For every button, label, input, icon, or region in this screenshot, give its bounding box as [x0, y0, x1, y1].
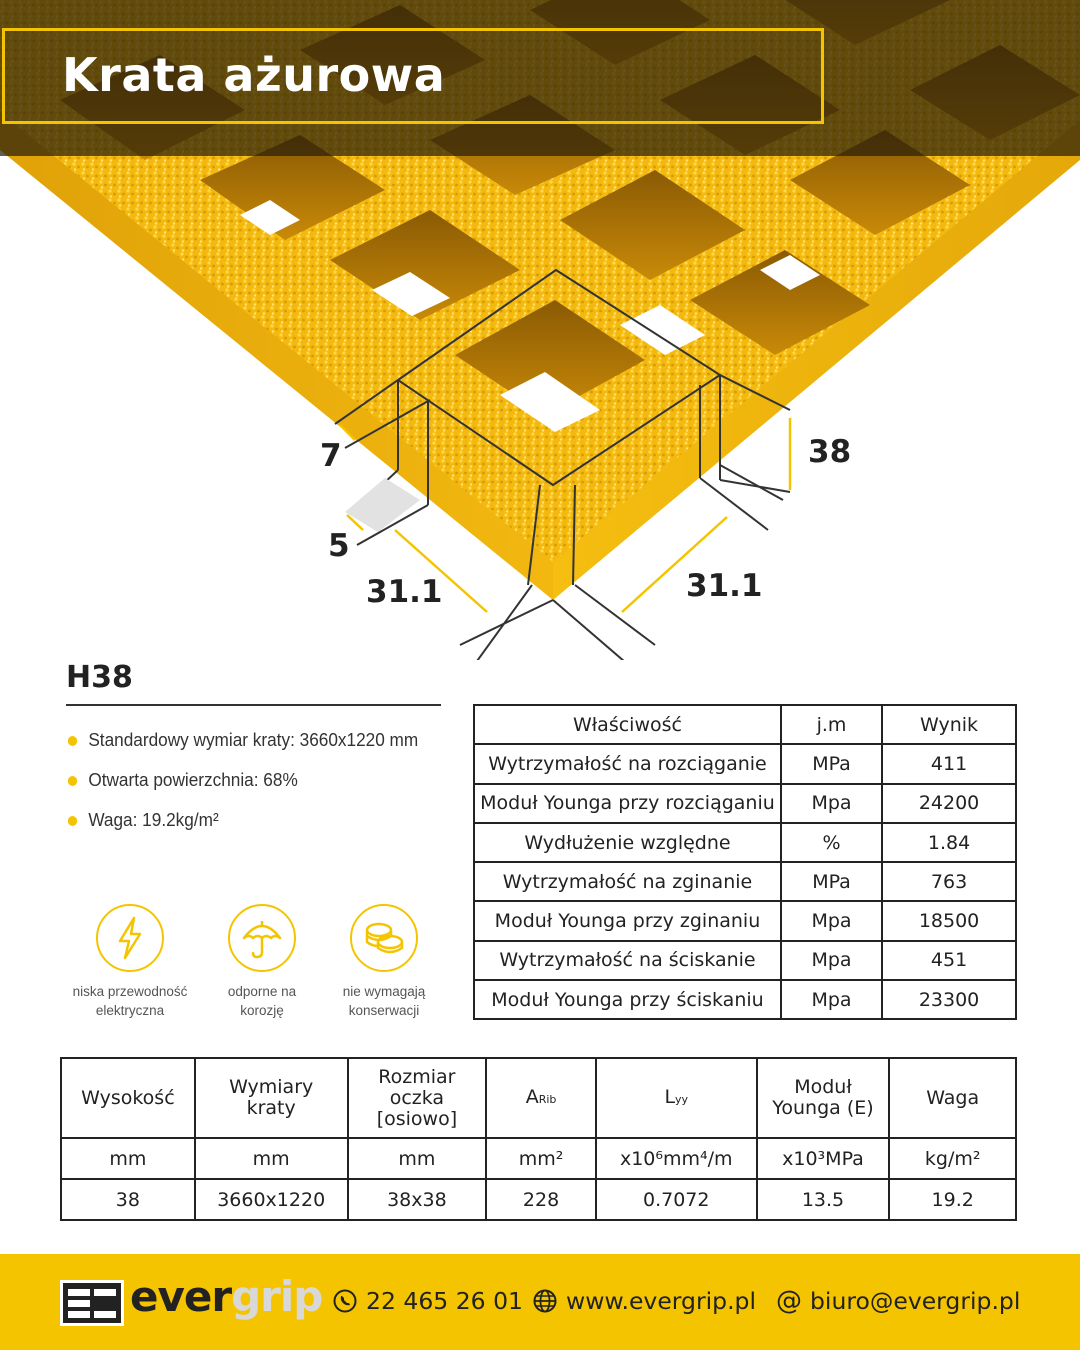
header-line: Wymiary	[229, 1076, 314, 1098]
table-row	[474, 980, 1016, 1019]
property-value: 411	[882, 744, 1016, 783]
property-value: 18500	[882, 901, 1016, 940]
property-unit: MPa	[781, 744, 882, 783]
feature-low-conductivity	[60, 904, 200, 1020]
property-name: Moduł Younga przy rozciąganiu	[474, 784, 781, 823]
feature-caption-line: konserwacji	[348, 1003, 420, 1018]
property-unit: Mpa	[781, 980, 882, 1019]
model-divider	[66, 704, 441, 706]
header-symbol: A	[525, 1085, 539, 1108]
header-subscript: Rib	[538, 1092, 557, 1106]
bullet-open-area: Otwarta powierzchnia: 68%	[66, 766, 429, 806]
properties-table	[473, 704, 1017, 1020]
umbrella-icon	[228, 904, 296, 972]
table-row	[474, 784, 1016, 823]
spec-header-weight: Waga	[889, 1058, 1016, 1138]
property-name: Wytrzymałość na rozciąganie	[474, 744, 781, 783]
table-row	[474, 941, 1016, 980]
header-symbol: L	[664, 1085, 676, 1108]
value-cell: 13.5	[757, 1179, 890, 1220]
bullet-weight: Waga: 19.2kg/m²	[66, 806, 429, 846]
grating-illustration	[0, 0, 1080, 660]
properties-header-row	[474, 705, 1016, 744]
contact-email[interactable]	[776, 1284, 1020, 1318]
property-unit: Mpa	[781, 941, 882, 980]
property-name: Moduł Younga przy zginaniu	[474, 901, 781, 940]
feature-caption-line: niska przewodność	[72, 984, 188, 999]
at-sign-icon: @	[776, 1286, 802, 1316]
value-cell: 38	[61, 1179, 195, 1220]
property-unit: %	[781, 823, 882, 862]
header-property: Właściwość	[474, 705, 781, 744]
property-unit: Mpa	[781, 784, 882, 823]
spec-bullet-list	[66, 726, 456, 846]
table-row	[474, 901, 1016, 940]
unit-cell: mm	[195, 1138, 348, 1179]
spec-header-lyy	[596, 1058, 757, 1138]
spec-header-row	[61, 1058, 1016, 1138]
table-row	[474, 823, 1016, 862]
dim-spacing: 5	[328, 528, 350, 564]
contact-phone[interactable]	[332, 1284, 523, 1318]
header-subscript: yy	[675, 1092, 689, 1106]
value-cell: 3660x1220	[195, 1179, 348, 1220]
spec-values-row	[61, 1179, 1016, 1220]
value-cell: 228	[486, 1179, 596, 1220]
phone-number: 22 465 26 01	[366, 1287, 523, 1315]
contact-website[interactable]	[532, 1284, 756, 1318]
unit-cell: x10⁶mm⁴/m	[596, 1138, 757, 1179]
spec-header-mesh-size	[348, 1058, 487, 1138]
property-name: Wydłużenie względne	[474, 823, 781, 862]
model-title: H38	[66, 660, 133, 695]
dim-pitch-right: 31.1	[686, 568, 763, 604]
brand-part-ever: ever	[130, 1272, 232, 1321]
spec-header-dimensions	[195, 1058, 348, 1138]
property-name: Wytrzymałość na ściskanie	[474, 941, 781, 980]
feature-corrosion-resistant	[192, 904, 332, 1020]
property-value: 451	[882, 941, 1016, 980]
property-name: Moduł Younga przy ściskaniu	[474, 980, 781, 1019]
header-line: Younga (E)	[772, 1097, 874, 1119]
spec-header-height: Wysokość	[61, 1058, 195, 1138]
header-line: Rozmiar	[378, 1065, 456, 1088]
feature-caption-line: nie wymagają	[342, 984, 426, 999]
feature-caption-line: odporne na	[227, 984, 297, 999]
value-cell: 0.7072	[596, 1179, 757, 1220]
feature-no-maintenance	[314, 904, 454, 1020]
property-value: 23300	[882, 980, 1016, 1019]
dim-height: 38	[808, 434, 852, 470]
lightning-icon	[96, 904, 164, 972]
dim-pitch-left: 31.1	[366, 574, 443, 610]
bullet-standard-size: Standardowy wymiar kraty: 3660x1220 mm	[66, 726, 429, 766]
unit-cell: mm	[61, 1138, 195, 1179]
header-unit: j.m	[781, 705, 882, 744]
value-cell: 38x38	[348, 1179, 487, 1220]
header-line: Moduł	[794, 1076, 852, 1098]
unit-cell: mm	[348, 1138, 487, 1179]
spec-units-row	[61, 1138, 1016, 1179]
header-line: kraty	[246, 1097, 296, 1119]
coins-icon	[350, 904, 418, 972]
dim-rib-width: 7	[320, 438, 342, 474]
property-value: 1.84	[882, 823, 1016, 862]
spec-header-modulus	[757, 1058, 890, 1138]
brand-logo[interactable]	[130, 1272, 322, 1321]
property-unit: Mpa	[781, 901, 882, 940]
unit-cell: x10³MPa	[757, 1138, 890, 1179]
footer	[0, 1254, 1080, 1350]
feature-caption-line: elektryczna	[95, 1003, 165, 1018]
feature-caption-line: korozję	[240, 1003, 284, 1018]
brand-part-grip: grip	[231, 1272, 323, 1321]
table-row	[474, 744, 1016, 783]
property-unit: MPa	[781, 862, 882, 901]
spec-header-arib	[486, 1058, 596, 1138]
email-address: biuro@evergrip.pl	[810, 1287, 1021, 1315]
header-line: [osiowo]	[376, 1107, 458, 1130]
table-row	[474, 862, 1016, 901]
unit-cell: mm²	[486, 1138, 596, 1179]
property-value: 24200	[882, 784, 1016, 823]
evergrip-logo-icon	[60, 1280, 124, 1326]
value-cell: 19.2	[889, 1179, 1016, 1220]
feature-icons	[60, 904, 450, 1024]
header-line: oczka	[389, 1086, 445, 1109]
unit-cell: kg/m²	[889, 1138, 1016, 1179]
property-value: 763	[882, 862, 1016, 901]
whatsapp-phone-icon	[332, 1288, 358, 1314]
website-url: www.evergrip.pl	[566, 1287, 756, 1315]
header-result: Wynik	[882, 705, 1016, 744]
spec-table	[60, 1057, 1017, 1221]
globe-icon	[532, 1288, 558, 1314]
page-title: Krata ażurowa	[62, 48, 446, 102]
property-name: Wytrzymałość na zginanie	[474, 862, 781, 901]
